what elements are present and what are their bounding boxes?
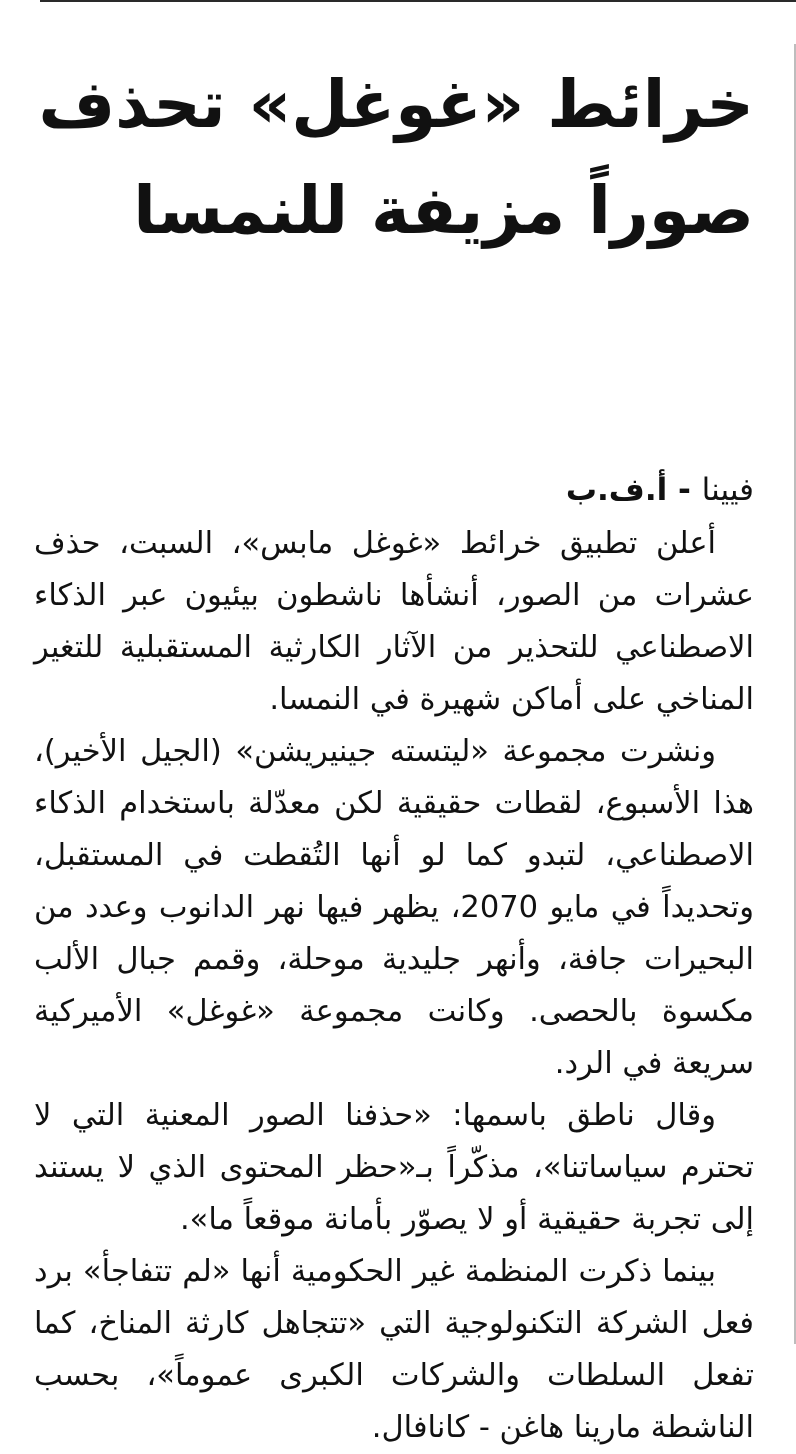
article-body (34, 518, 754, 1454)
dateline-agency: أ.ف.ب (565, 472, 668, 508)
article-paragraph-4: بينما ذكرت المنظمة غير الحكومية أنها «لم تتفاجأ» برد فعل الشركة التكنولوجية التي «تتجاهل كارثة المناخ، كما تفعل السلطات والشركات الكبرى عموماً»، بحسب الناشطة مارينا هاغن - كانافال. (34, 1254, 754, 1445)
article-paragraph-2: ونشرت مجموعة «ليتسته جينيريشن» (الجيل الأخير)، هذا الأسبوع، لقطات حقيقية لكن معدّلة باستخدام الذكاء الاصطناعي، لتبدو كما لو أنها التُقطت في المستقبل، وتحديداً في مايو 2070، يظهر فيها نهر الدانوب وعدد من البحيرات جافة، وأنهر جليدية موحلة، وقمم جبال الألب مكسوة بالحصى. وكانت مجموعة «غوغل» الأميركية سريعة في الرد. (34, 734, 755, 1081)
article-headline: خرائط «غوغل» تحذف صوراً مزيفة للنمسا (38, 66, 754, 249)
article-paragraph-1: أعلن تطبيق خرائط «غوغل مابس»، السبت، حذف عشرات من الصور، أنشأها ناشطون بيئيون عبر الذكاء الاصطناعي للتحذير من الآثار الكارثية المستقبلية للتغير المناخي على أماكن شهيرة في النمسا. (34, 526, 754, 717)
dateline-separator: - (667, 472, 702, 508)
dateline (34, 470, 754, 510)
article-paragraph-3: وقال ناطق باسمها: «حذفنا الصور المعنية التي لا تحترم سياساتنا»، مذكّراً بـ«حظر المحتوى الذي لا يستند إلى تجربة حقيقية أو لا يصوّر بأمانة موقعاً ما». (34, 1098, 754, 1237)
news-article (34, 40, 754, 1454)
top-rule (40, 0, 796, 2)
dateline-city: فيينا (701, 472, 754, 508)
